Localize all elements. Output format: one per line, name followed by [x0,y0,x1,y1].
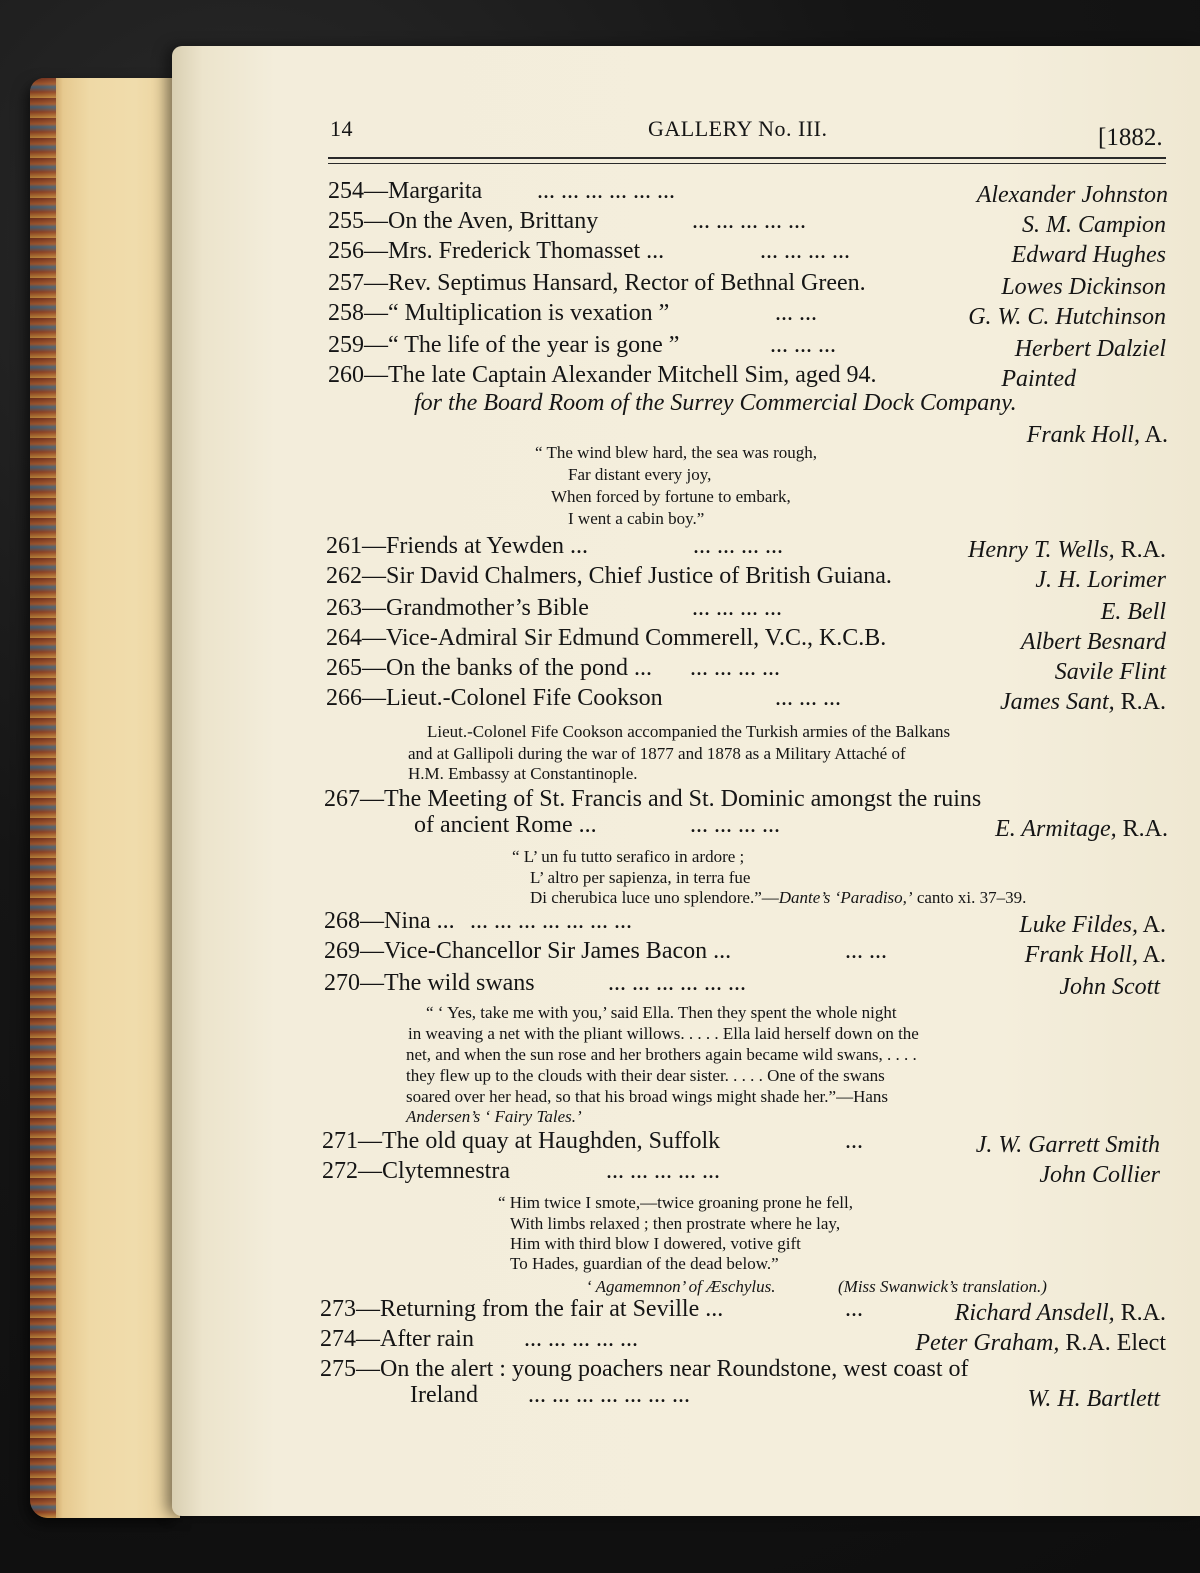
entry-270-title-line [324,970,535,997]
entry-title: The old quay at Haughden, Suffolk [382,1128,721,1154]
artist-honours: A. [1137,942,1166,968]
entry-number: 264 [326,625,362,651]
entry-275-title-line [320,1356,969,1383]
entry-number: 275 [320,1356,356,1382]
entry-267-continuation: of ancient Rome ... [414,812,597,838]
book-page-edges [30,78,180,1518]
entry-256-artist [1012,242,1166,269]
entry-title: After rain [380,1326,474,1352]
entry-number: 269 [324,938,360,964]
entry-271-title-line [322,1128,720,1155]
quote-author: Dante’s [778,888,831,907]
entry-266-leader-dots: ... ... ... [775,685,841,711]
entry-274-leader-dots: ... ... ... ... ... [524,1326,638,1352]
entry-271-artist [976,1132,1160,1159]
entry-272-quote-line-4: To Hades, guardian of the dead below.” [510,1254,779,1273]
entry-267-artist [995,816,1168,843]
entry-title: “ Multiplication is vexation ” [388,300,670,326]
entry-260-title-line [328,362,877,389]
artist-name: J. W. Garrett Smith [975,1132,1160,1158]
entry-267-quote-line-2: L’ altro per sapienza, in terra fue [530,868,751,887]
entry-274-artist [915,1330,1166,1357]
entry-258-artist [968,304,1166,331]
entry-dash: — [364,270,388,296]
entry-272-artist [1039,1162,1160,1189]
artist-honours: R.A. [1114,537,1166,563]
entry-259-leader-dots: ... ... ... [770,332,836,358]
entry-262-title-line [326,563,892,590]
artist-name: Frank Holl, [1024,942,1138,968]
entry-267-leader: ... ... ... ... [690,812,780,838]
entry-number: 259 [328,332,364,358]
entry-number: 255 [328,208,364,234]
artist-name: E. Bell [1100,599,1166,625]
artist-honours: R.A. [1116,816,1168,842]
entry-263-leader-dots: ... ... ... ... [692,595,782,621]
entry-262-artist [1035,567,1166,594]
entry-255-leader-dots: ... ... ... ... ... [692,208,806,234]
quote-reference: canto xi. 37–39. [912,888,1027,907]
entry-272-title-line [322,1158,510,1185]
entry-269-artist [1025,942,1166,969]
entry-title: Vice-Admiral Sir Edmund Commerell, V.C., K.C.B. [386,625,887,651]
artist-honours: R.A. [1114,689,1166,715]
artist-name: Lowes Dickinson [1001,274,1166,300]
entry-title: Nina ... [384,908,455,934]
entry-title: Grandmother’s Bible [386,595,589,621]
entry-title: The late Captain Alexander Mitchell Sim, aged 94. [388,362,877,388]
entry-273-title-line [320,1296,723,1323]
artist-name: Edward Hughes [1011,242,1166,268]
entry-number: 270 [324,970,360,996]
entry-title: On the banks of the pond ... [386,655,652,681]
entry-dash: — [358,1158,382,1184]
entry-270-leader-dots: ... ... ... ... ... ... [608,970,746,996]
entry-title: Rev. Septimus Hansard, Rector of Bethnal Green. [388,270,866,296]
entry-267-quote-line-1: “ L’ un fu tutto serafico in ardore ; [512,847,745,866]
entry-dash: — [356,1326,380,1352]
entry-259-artist [1015,336,1166,363]
quote-text: Di cherubica luce uno splendore.”— [530,888,779,907]
entry-266-note-line-3: H.M. Embassy at Constantinople. [408,764,638,783]
entry-263-title-line [326,595,589,622]
entry-269-leader-dots: ... ... [845,938,887,964]
entry-261-title-line [326,533,588,560]
entry-number: 261 [326,533,362,559]
artist-name: Luke Fildes, [1019,912,1138,938]
running-header: GALLERY No. III. [648,116,828,141]
artist-name: James Sant, [1000,689,1115,715]
entry-257-artist [1001,274,1166,301]
artist-honours: A. [1139,422,1168,448]
entry-number: 262 [326,563,362,589]
entry-number: 257 [328,270,364,296]
entry-title: On the alert : young poachers near Roundstone, west coast of [380,1356,969,1382]
entry-title: Mrs. Frederick Thomasset ... [388,238,665,264]
entry-267-quote-line-3 [530,887,1026,908]
entry-274-title-line [320,1326,474,1353]
entry-270-quote-line-5: soared over her head, so that his broad wings might shade her.”—Hans [406,1087,889,1106]
entry-number: 265 [326,655,362,681]
entry-266-title-line [326,685,663,712]
entry-256-leader-dots: ... ... ... ... [760,238,850,264]
entry-254-title-line [328,178,482,205]
entry-273-leader-dots: ... [845,1296,863,1322]
entry-dash: — [358,1128,382,1154]
entry-title: Clytemnestra [382,1158,510,1184]
entry-260-artist [1027,422,1168,449]
entry-title: The wild swans [384,970,535,996]
artist-name: Painted [1001,366,1076,392]
artist-name: Richard Ansdell, [954,1300,1115,1326]
entry-256-title-line [328,238,664,265]
entry-dash: — [364,208,388,234]
entry-270-quote-line-2: in weaving a net with the pliant willows. . . . . Ella laid herself down on the [408,1024,919,1043]
artist-honours: A. [1137,912,1166,938]
artist-name: Savile Flint [1054,659,1166,685]
entry-263-artist [1101,599,1166,626]
entry-title: The Meeting of St. Francis and St. Dominic amongst the ruins [384,786,982,812]
entry-title: On the Aven, Brittany [388,208,599,234]
artist-name: S. M. Campion [1022,212,1166,238]
entry-dash: — [364,238,388,264]
entry-266-note-line-2: and at Gallipoli during the war of 1877 and 1878 as a Military Attaché of [408,744,906,763]
entry-268-title-line [324,908,455,935]
artist-honours: R.A. [1114,1300,1166,1326]
entry-264-artist [1021,629,1166,656]
entry-255-title-line [328,208,598,235]
entry-257-title-line [328,270,866,297]
entry-275-artist: W. H. Bartlett [1027,1386,1160,1412]
entry-260-artist [1001,366,1076,393]
entry-255-artist [1022,212,1166,239]
entry-260-continuation: for the Board Room of the Surrey Commercial Dock Company. [414,390,1017,416]
entry-254-leader-dots: ... ... ... ... ... ... [537,178,675,204]
entry-273-artist [955,1300,1166,1327]
entry-268-leader-dots: ... ... ... ... ... ... ... [470,908,632,934]
entry-number: 256 [328,238,364,264]
entry-number: 272 [322,1158,358,1184]
entry-265-leader-dots: ... ... ... ... [690,655,780,681]
entry-number: 271 [322,1128,358,1154]
entry-title: Margarita [388,178,483,204]
entry-dash: — [364,300,388,326]
entry-number: 267 [324,786,360,812]
entry-title: Vice-Chancellor Sir James Bacon ... [384,938,732,964]
entry-266-artist [1000,689,1166,716]
artist-honours: R.A. Elect [1059,1330,1166,1356]
artist-name: Herbert Dalziel [1014,336,1166,362]
page-number: 14 [330,116,353,141]
entry-271-leader-dots: ... [845,1128,863,1154]
artist-name: Albert Besnard [1020,629,1166,655]
entry-number: 266 [326,685,362,711]
entry-265-artist [1055,659,1166,686]
entry-number: 274 [320,1326,356,1352]
entry-260-quote-line-4: I went a cabin boy.” [568,509,705,528]
entry-260-quote-line-2: Far distant every joy, [568,465,712,484]
entry-title: Lieut.-Colonel Fife Cookson [386,685,663,711]
entry-dash: — [362,685,386,711]
artist-name: John Collier [1039,1162,1160,1188]
entry-dash: — [362,625,386,651]
entry-266-note-line-1: Lieut.-Colonel Fife Cookson accompanied the Turkish armies of the Balkans [427,722,951,741]
entry-dash: — [360,970,384,996]
entry-260-quote-line-3: When forced by fortune to embark, [551,487,791,506]
artist-name: J. H. Lorimer [1035,567,1166,593]
entry-272-quote-source-translation: (Miss Swanwick’s translation.) [838,1277,1047,1296]
entry-title: Friends at Yewden ... [386,533,588,559]
artist-name: Alexander Johnston [976,182,1168,208]
entry-dash: — [362,533,386,559]
entry-258-leader-dots: ... ... [775,300,817,326]
entry-272-quote-line-3: Him with third blow I dowered, votive gift [510,1234,801,1253]
entry-dash: — [360,786,384,812]
entry-264-title-line [326,625,886,652]
entry-272-quote-line-2: With limbs relaxed ; then prostrate where he lay, [510,1214,841,1233]
entry-dash: — [362,595,386,621]
entry-261-leader-dots: ... ... ... ... [693,533,783,559]
artist-name: John Scott [1059,974,1160,1000]
entry-261-artist [968,537,1166,564]
entry-254-artist [977,182,1168,209]
entry-dash: — [364,362,388,388]
artist-name: E. Armitage, [995,816,1117,842]
artist-name: G. W. C. Hutchinson [968,304,1166,330]
entry-number: 263 [326,595,362,621]
entry-number: 258 [328,300,364,326]
entry-number: 260 [328,362,364,388]
entry-number: 254 [328,178,364,204]
entry-title: Returning from the fair at Seville ... [380,1296,724,1322]
entry-275-leader: ... ... ... ... ... ... ... [528,1382,690,1408]
header-rule-bottom [328,163,1166,164]
entry-270-artist [1059,974,1160,1001]
entry-270-quote-source: Andersen’s ‘ Fairy Tales.’ [406,1107,582,1126]
entry-272-quote-source-work: ‘ Agamemnon’ of Æschylus. [586,1277,776,1296]
entry-267-title-line [324,786,981,813]
artist-name: Peter Graham, [915,1330,1060,1356]
entry-258-title-line [328,300,669,327]
entry-number: 273 [320,1296,356,1322]
entry-dash: — [364,178,388,204]
entry-260-quote-line-1: “ The wind blew hard, the sea was rough, [535,443,817,462]
artist-name: Frank Holl, [1026,422,1140,448]
entry-dash: — [356,1296,380,1322]
entry-269-title-line [324,938,731,965]
entry-259-title-line [328,332,679,359]
entry-dash: — [360,908,384,934]
entry-270-quote-line-4: they flew up to the clouds with their dear sister. . . . . One of the swans [406,1066,885,1085]
entry-dash: — [362,655,386,681]
entry-275-continuation: Ireland [410,1382,478,1408]
quote-work: ‘Paradiso,’ [834,888,913,907]
entry-270-quote-line-3: net, and when the sun rose and her brothers again became wild swans, . . . . [406,1045,917,1064]
entry-272-quote-line-1: “ Him twice I smote,—twice groaning prone he fell, [498,1193,853,1212]
entry-dash: — [356,1356,380,1382]
entry-dash: — [362,563,386,589]
artist-name: Henry T. Wells, [967,537,1115,563]
header-year: [1882. [1098,124,1163,151]
entry-272-leader-dots: ... ... ... ... ... [606,1158,720,1184]
header-rule-top [328,157,1166,159]
entry-dash: — [360,938,384,964]
entry-title: Sir David Chalmers, Chief Justice of British Guiana. [386,563,892,589]
entry-dash: — [364,332,388,358]
entry-265-title-line [326,655,652,682]
entry-270-quote-line-1: “ ‘ Yes, take me with you,’ said Ella. Then they spent the whole night [426,1003,897,1022]
entry-title: “ The life of the year is gone ” [388,332,680,358]
entry-number: 268 [324,908,360,934]
entry-268-artist [1019,912,1166,939]
